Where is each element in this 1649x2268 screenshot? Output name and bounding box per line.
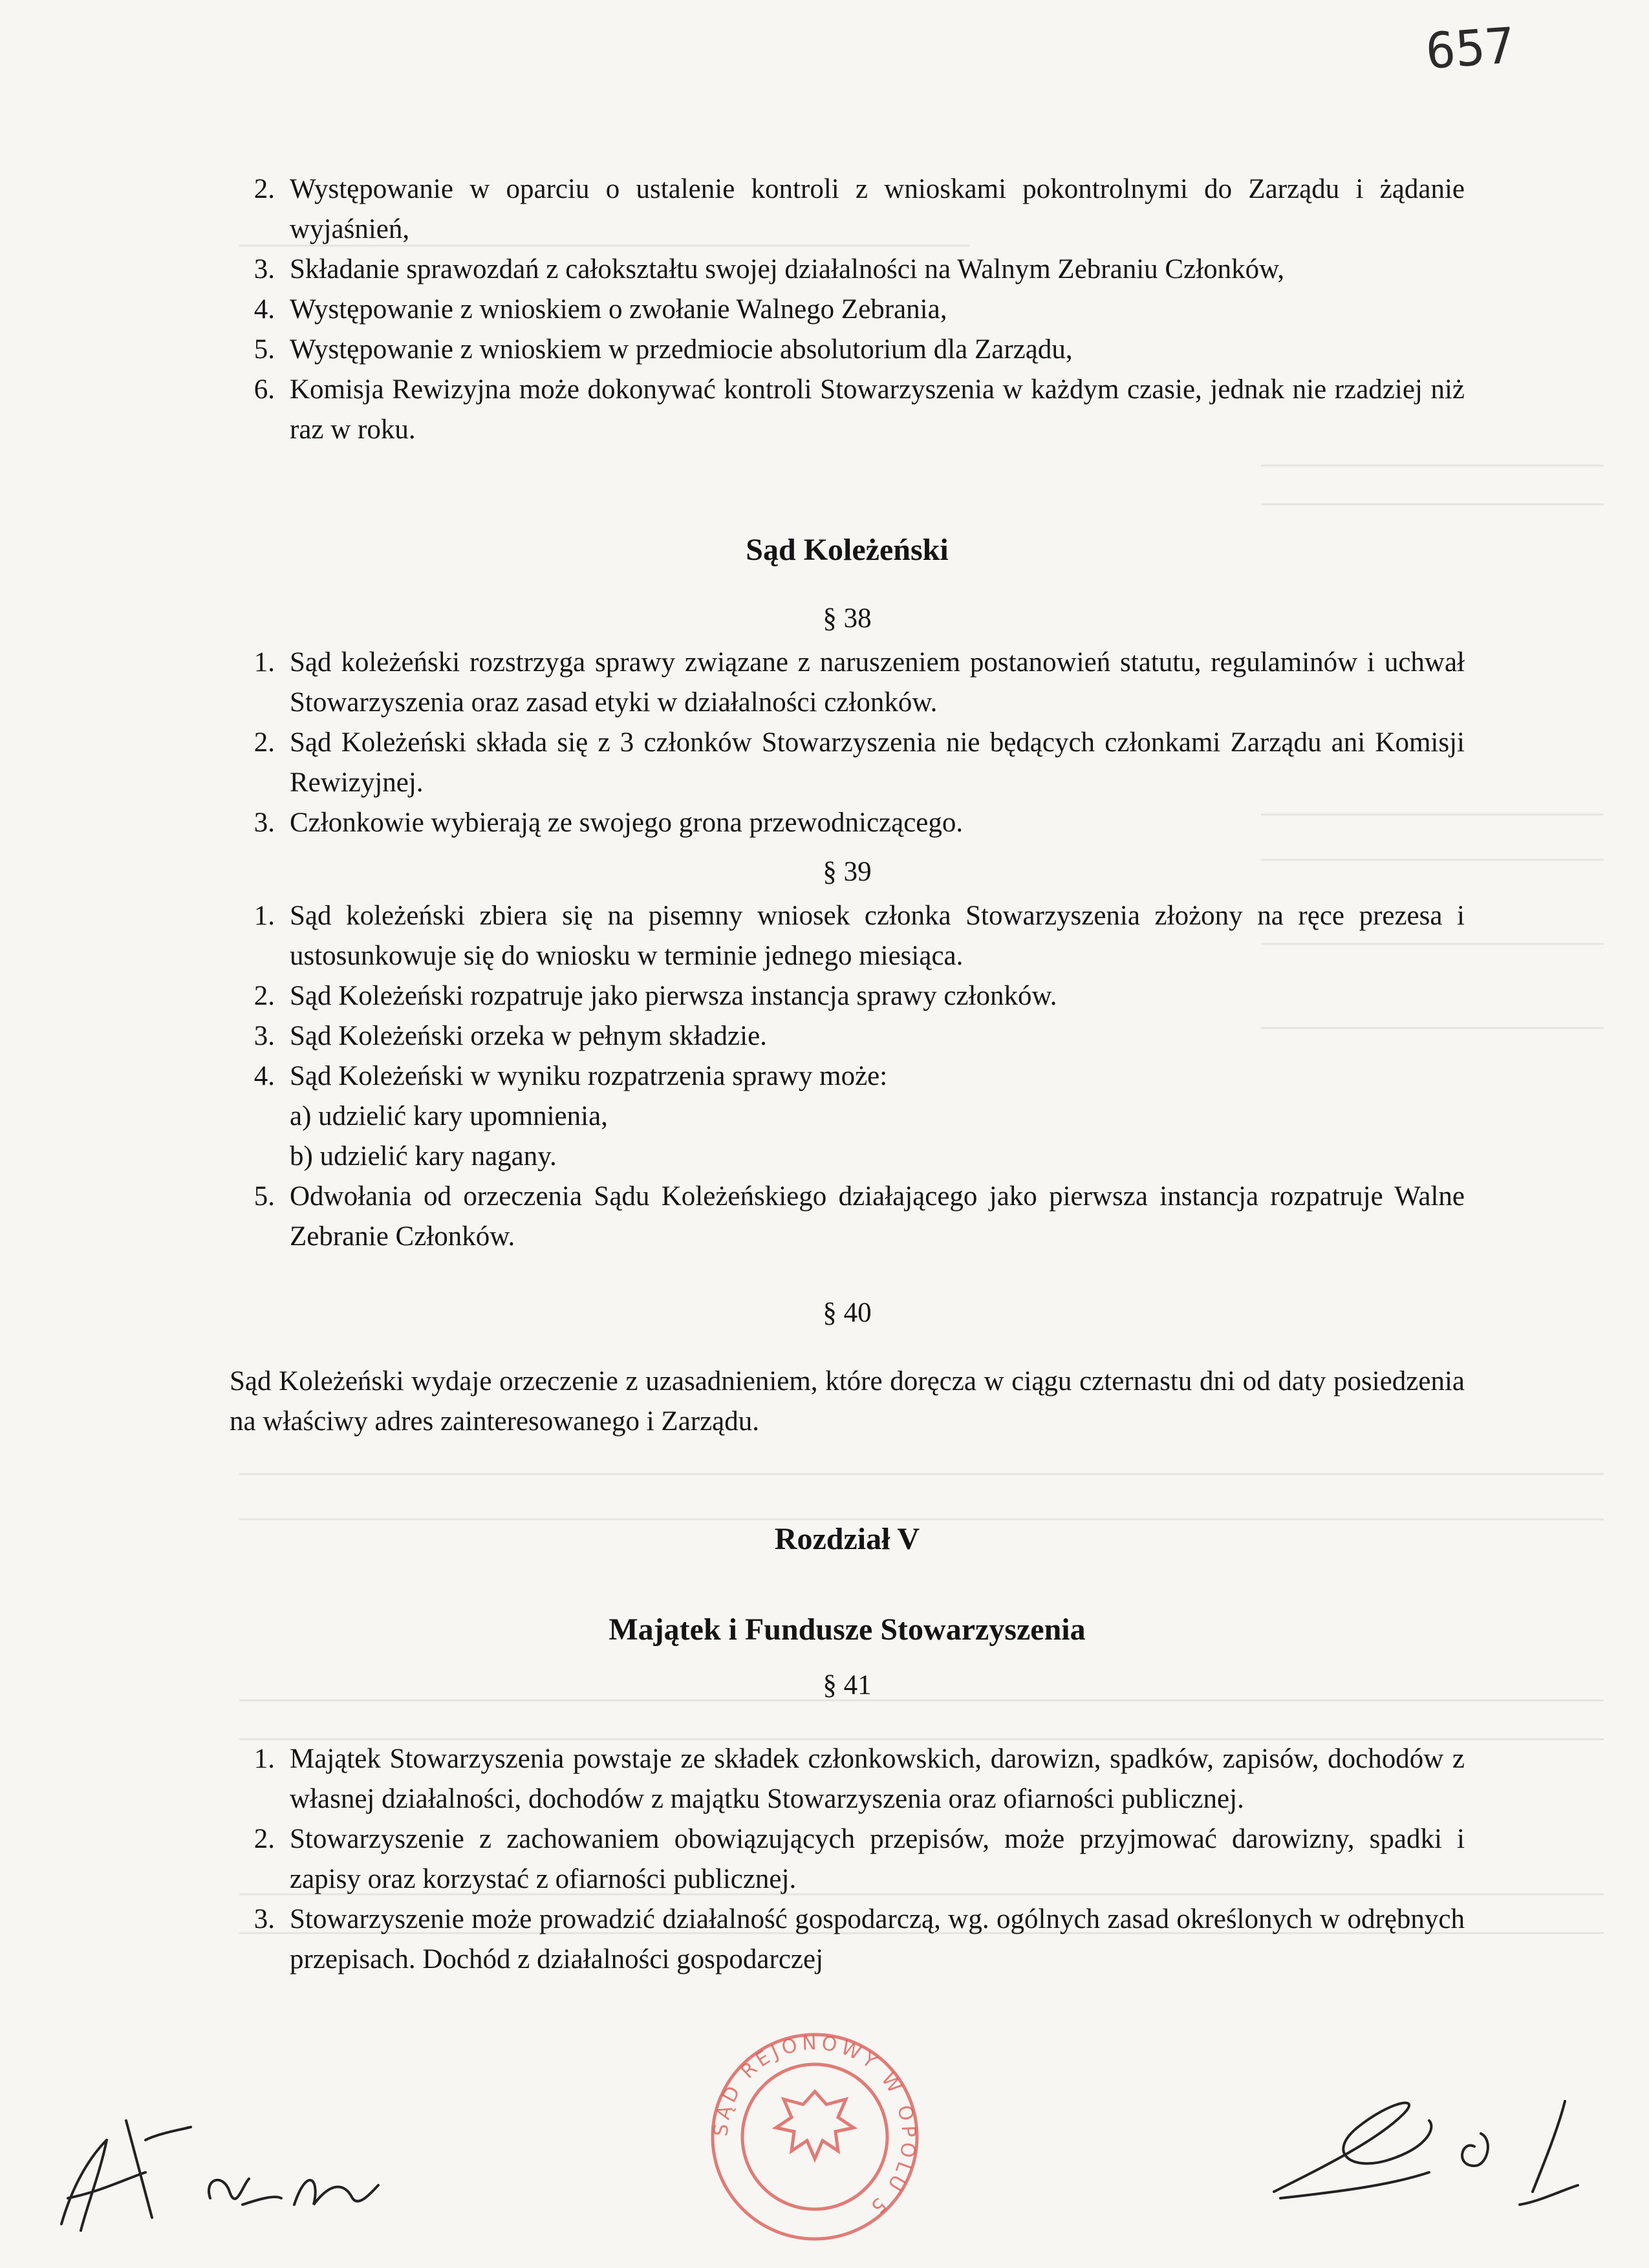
section-39-title: § 39 bbox=[823, 857, 872, 887]
sec39-list bbox=[230, 896, 1465, 1257]
list-item: 1. Majątek Stowarzyszenia powstaje ze składek członkowskich, darowizn, spadków, zapisów, dochodów z własnej działalności, dochodów z majątku Stowarzyszenia oraz ofiarności publicznej. bbox=[253, 1744, 1465, 1814]
section-40-title: § 40 bbox=[823, 1298, 872, 1328]
handwritten-page-number: 657 bbox=[1424, 16, 1517, 80]
heading-sad-kolezenski: Sąd Koleżeński bbox=[746, 533, 949, 567]
section-38-title: § 38 bbox=[823, 603, 872, 634]
list-item: 5. Odwołania od orzeczenia Sądu Koleżeńskiego działającego jako pierwsza instancja rozpatruje Walne Zebranie Członków. bbox=[253, 1181, 1465, 1252]
list-item: 2. Sąd Koleżeński składa się z 3 członków Stowarzyszenia nie będących członkami Zarządu ani Komisji Rewizyjnej. bbox=[253, 727, 1465, 798]
document-body bbox=[230, 169, 1465, 1980]
list-item: 1. Sąd koleżeński rozstrzyga sprawy związane z naruszeniem postanowień statutu, regulaminów i uchwał Stowarzyszenia oraz zasad etyki w działalności członków. bbox=[253, 647, 1465, 718]
list-item: 4. Sąd Koleżeński w wyniku rozpatrzenia sprawy może: bbox=[253, 1061, 888, 1091]
handwritten-signature bbox=[1261, 2062, 1597, 2218]
sub-list-item: a) udzielić kary upomnienia, bbox=[290, 1101, 608, 1131]
list-item: 2. Występowanie w oparciu o ustalenie kontroli z wnioskami pokontrolnymi do Zarządu i żądanie wyjaśnień, bbox=[253, 174, 1465, 244]
section-40-text: Sąd Koleżeński wydaje orzeczenie z uzasadnieniem, które doręcza w ciągu czternastu dni od daty posiedzenia na właściwy adres zainteresowanego i Zarządu. bbox=[230, 1366, 1465, 1437]
list-item: 4. Występowanie z wnioskiem o zwołanie Walnego Zebrania, bbox=[253, 294, 947, 325]
court-stamp bbox=[708, 2030, 921, 2243]
list-item: 3. Stowarzyszenie może prowadzić działalność gospodarczą, wg. ogólnych zasad określonych w odrębnych przepisach. Dochód z działalności gospodarczej bbox=[253, 1904, 1465, 1974]
sec41-list bbox=[230, 1739, 1465, 1980]
sec37-list bbox=[230, 169, 1465, 450]
list-item: 3. Składanie sprawozdań z całokształtu swojej działalności na Walnym Zebraniu Członków, bbox=[253, 254, 1285, 284]
sub-list-item: b) udzielić kary nagany. bbox=[290, 1141, 557, 1171]
heading-chapter-v: Rozdział V bbox=[774, 1522, 920, 1556]
list-item: 2. Stowarzyszenie z zachowaniem obowiązujących przepisów, może przyjmować darowizny, spadki i zapisy oraz korzystać z ofiarności publicznej. bbox=[253, 1824, 1465, 1894]
handwritten-initials-signature bbox=[48, 2101, 385, 2243]
list-item: 1. Sąd koleżeński zbiera się na pisemny wniosek członka Stowarzyszenia złożony na ręce prezesa i ustosunkowuje się do wniosku w terminie jednego miesiąca. bbox=[253, 901, 1465, 971]
sec38-list bbox=[230, 643, 1465, 843]
list-item: 3. Członkowie wybierają ze swojego grona przewodniczącego. bbox=[253, 808, 964, 838]
heading-assets: Majątek i Fundusze Stowarzyszenia bbox=[609, 1612, 1086, 1647]
list-item: 2. Sąd Koleżeński rozpatruje jako pierwsza instancja sprawy członków. bbox=[253, 981, 1057, 1011]
list-item: 6. Komisja Rewizyjna może dokonywać kontroli Stowarzyszenia w każdym czasie, jednak nie rzadziej niż raz w roku. bbox=[253, 374, 1465, 445]
svg-text:SĄD REJONOWY W OPOLU 5: SĄD REJONOWY W OPOLU 5 bbox=[709, 2031, 920, 2221]
section-41-title: § 41 bbox=[823, 1670, 872, 1700]
list-item: 3. Sąd Koleżeński orzeka w pełnym składzie. bbox=[253, 1021, 767, 1051]
list-item: 5. Występowanie z wnioskiem w przedmiocie absolutorium dla Zarządu, bbox=[253, 334, 1073, 365]
